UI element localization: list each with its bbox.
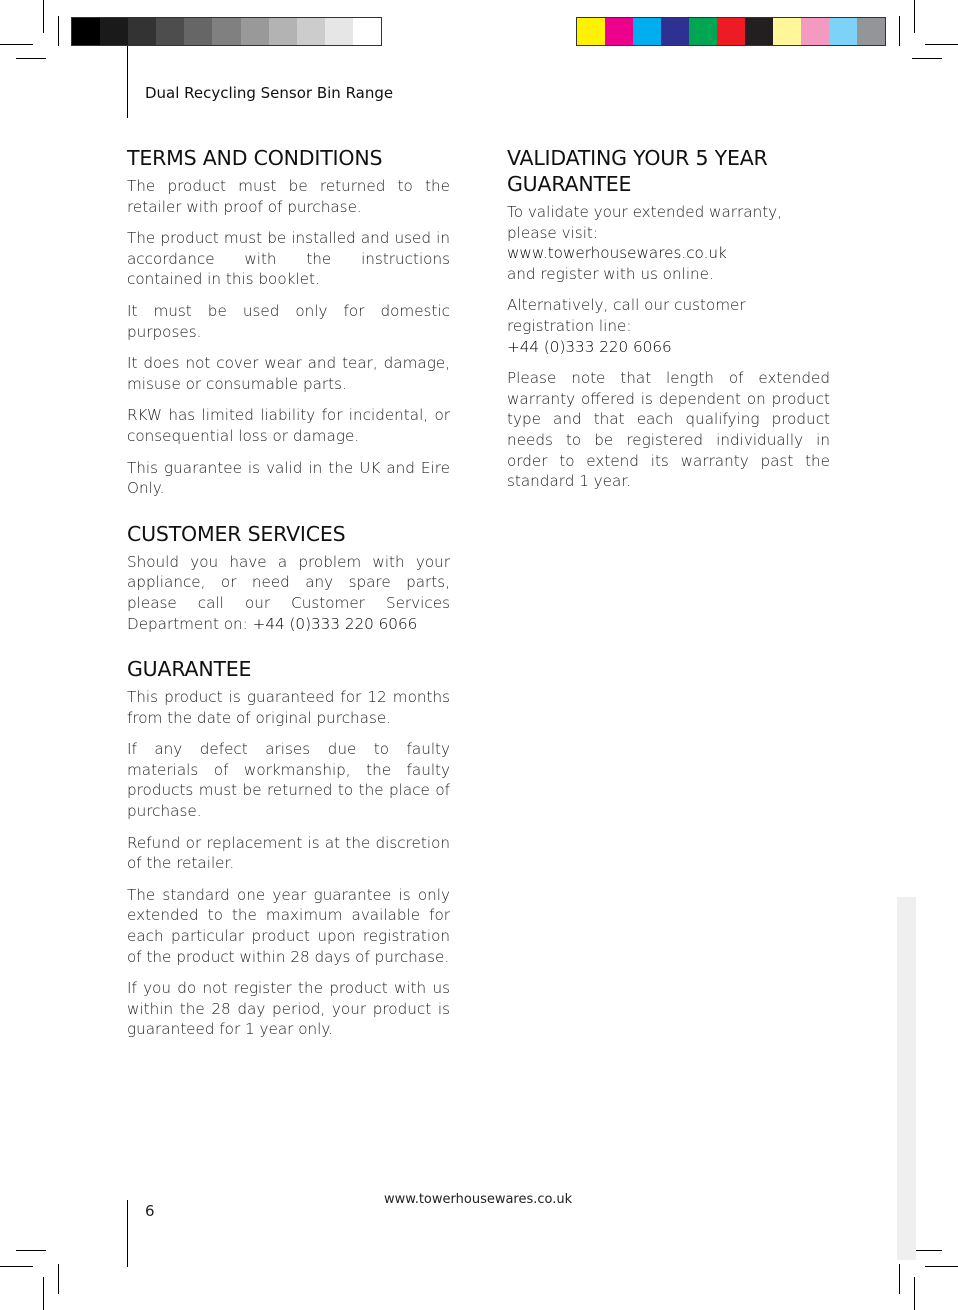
terms-paragraph: The product must be installed and used in accordance with the instructions contained in this booklet. xyxy=(127,229,450,289)
terms-paragraph: RKW has limited liability for incidental, or consequential loss or damage. xyxy=(127,406,450,445)
side-tab-strip xyxy=(897,897,916,1260)
margin-line-top xyxy=(127,46,128,118)
registration-phone: +44 (0)333 220 6066 xyxy=(507,337,672,356)
customer-services-phone: +44 (0)333 220 6066 xyxy=(252,614,418,633)
visit-line1: To validate your extended warranty, xyxy=(507,203,782,221)
website-link[interactable]: www.towerhousewares.co.uk xyxy=(507,244,727,263)
color-swatch xyxy=(857,18,885,45)
footer-url[interactable]: www.towerhousewares.co.uk xyxy=(384,1192,573,1207)
crop-mark xyxy=(16,58,46,59)
left-column xyxy=(127,145,450,1051)
process-color-bar xyxy=(576,17,886,46)
color-swatch xyxy=(801,18,829,45)
validating-note: Please note that length of extended warranty offered is dependent on product type and that each qualifying product needs to be registered individually in order to extend its warranty past the standard 1 year. xyxy=(507,369,830,491)
color-swatch xyxy=(773,18,801,45)
color-swatch xyxy=(156,18,184,45)
crop-mark xyxy=(914,0,915,33)
guarantee-paragraph: This product is guaranteed for 12 months from the date of original purchase. xyxy=(127,688,450,727)
color-swatch xyxy=(661,18,689,45)
crop-mark xyxy=(899,1264,900,1294)
crop-mark xyxy=(914,1277,915,1310)
call-line2: registration line: xyxy=(507,316,632,335)
color-swatch xyxy=(297,18,325,45)
crop-mark xyxy=(58,16,59,46)
crop-mark xyxy=(899,16,900,46)
crop-mark xyxy=(912,1250,942,1251)
crop-mark xyxy=(0,1266,33,1267)
header-title: Dual Recycling Sensor Bin Range xyxy=(145,84,394,102)
validating-heading-line1: VALIDATING YOUR 5 YEAR xyxy=(507,146,768,170)
crop-mark xyxy=(16,1250,46,1251)
terms-paragraph: It does not cover wear and tear, damage, misuse or consumable parts. xyxy=(127,354,450,393)
color-swatch xyxy=(325,18,353,45)
guarantee-paragraph: If you do not register the product with us within the 28 day period, your product is guaranteed for 1 year only. xyxy=(127,979,450,1039)
crop-mark xyxy=(43,1277,44,1310)
page-number: 6 xyxy=(145,1202,155,1220)
validating-visit xyxy=(507,202,830,284)
terms-heading: TERMS AND CONDITIONS xyxy=(127,146,383,170)
crop-mark xyxy=(925,44,958,45)
crop-mark xyxy=(925,1266,958,1267)
guarantee-paragraph: If any defect arises due to faulty materials of workmanship, the faulty products must be returned to the place of purchase. xyxy=(127,740,450,821)
customer-services-heading: CUSTOMER SERVICES xyxy=(127,521,346,546)
color-swatch xyxy=(100,18,128,45)
margin-line-bottom xyxy=(127,1200,128,1267)
color-swatch xyxy=(633,18,661,45)
guarantee-paragraph: The standard one year guarantee is only extended to the maximum available for each particular product upon registration of the product within 28 days of purchase. xyxy=(127,885,450,966)
color-swatch xyxy=(745,18,773,45)
grayscale-color-bar xyxy=(71,17,382,46)
terms-paragraph: This guarantee is valid in the UK and Eire Only. xyxy=(127,458,450,498)
visit-line2: please visit: xyxy=(507,223,599,242)
guarantee-paragraph: Refund or replacement is at the discretion of the retailer. xyxy=(127,833,450,873)
color-swatch xyxy=(72,18,100,45)
validating-heading-line2: GUARANTEE xyxy=(507,172,632,196)
color-swatch xyxy=(353,18,381,45)
guarantee-heading: GUARANTEE xyxy=(127,657,252,682)
right-column xyxy=(507,145,830,503)
color-swatch xyxy=(689,18,717,45)
customer-services-body: Should you have a problem with your appliance, or need any spare parts, please call our Customer Services Department on: xyxy=(127,552,450,633)
validating-call xyxy=(507,295,830,357)
call-line1: Alternatively, call our customer xyxy=(507,296,746,315)
customer-services-text xyxy=(127,552,450,634)
terms-paragraph: The product must be returned to the retailer with proof of purchase. xyxy=(127,177,450,216)
color-swatch xyxy=(212,18,240,45)
color-swatch xyxy=(717,18,745,45)
color-swatch xyxy=(269,18,297,45)
color-swatch xyxy=(128,18,156,45)
crop-mark xyxy=(43,0,44,33)
crop-mark xyxy=(58,1264,59,1294)
validating-heading xyxy=(507,145,830,197)
color-swatch xyxy=(241,18,269,45)
register-text: and register with us online. xyxy=(507,264,714,283)
crop-mark xyxy=(912,58,942,59)
color-swatch xyxy=(184,18,212,45)
crop-mark xyxy=(0,44,33,45)
color-swatch xyxy=(577,18,605,45)
color-swatch xyxy=(829,18,857,45)
terms-paragraph: It must be used only for domestic purposes. xyxy=(127,301,450,341)
color-swatch xyxy=(605,18,633,45)
